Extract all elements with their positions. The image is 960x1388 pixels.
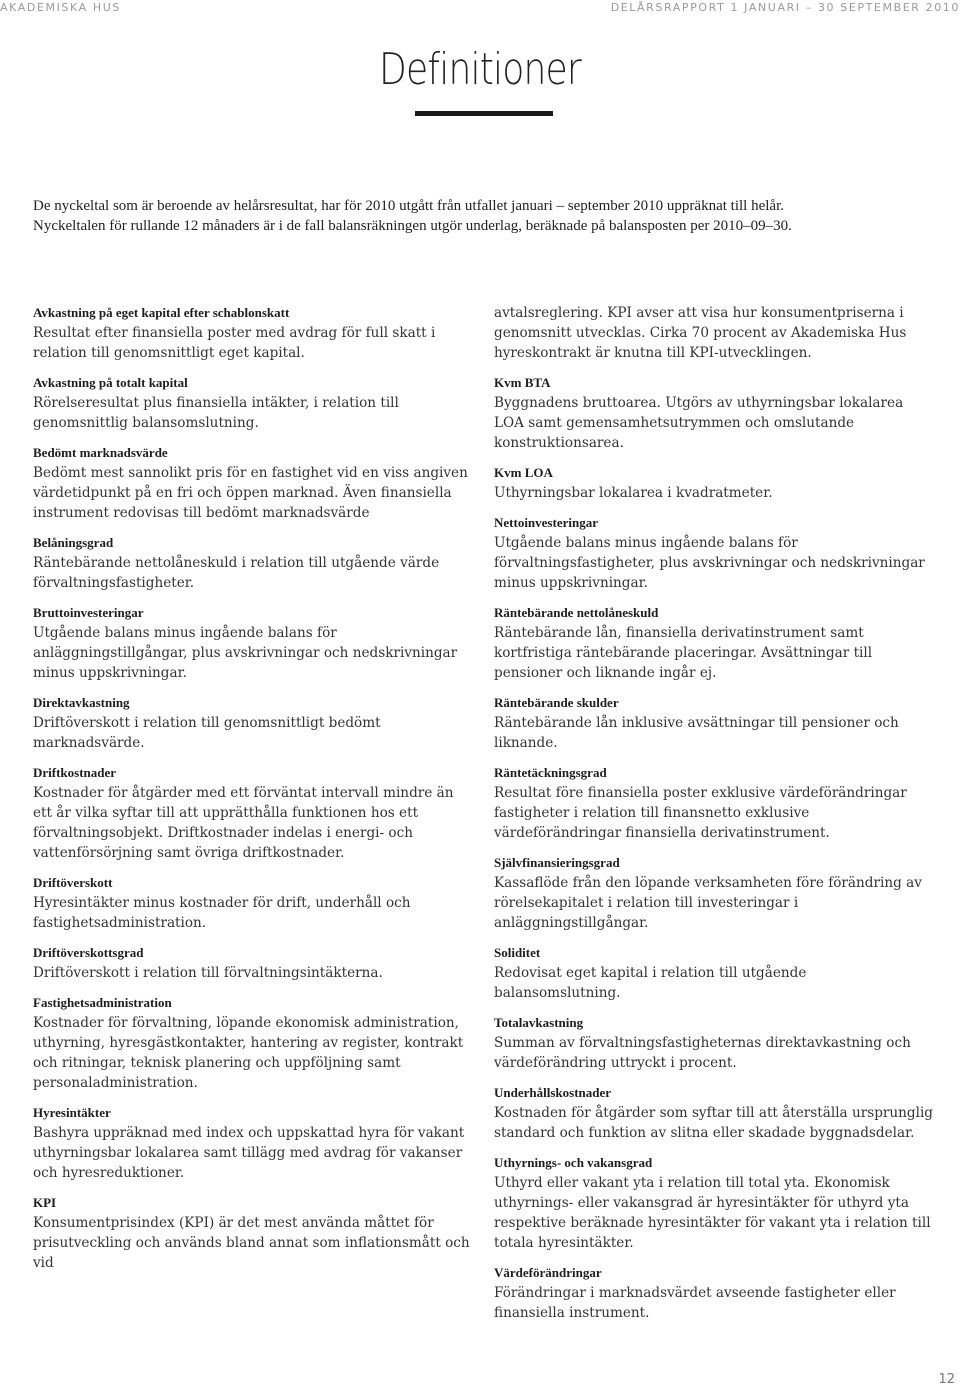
title-underline-rule bbox=[415, 111, 553, 116]
definition-term: Bruttoinvesteringar bbox=[33, 605, 144, 620]
running-header-left: AKADEMISKA HUS bbox=[0, 1, 121, 14]
kpi-definition-continuation: avtalsreglering. KPI avser att visa hur konsumentpriserna i genomsnitt utvecklas. Cirka 70 procent av Akademiska Hus hyreskontrakt är knutna till KPI-utvecklingen. bbox=[494, 305, 907, 361]
definition-entry bbox=[494, 943, 934, 1003]
definition-entry bbox=[494, 1153, 934, 1253]
definition-text: Rörelseresultat plus finansiella intäkter, i relation till genomsnittlig balansomslutning. bbox=[33, 395, 399, 431]
definition-term: Fastighetsadministration bbox=[33, 995, 172, 1010]
definition-text: Resultat före finansiella poster exklusive värdeförändringar fastigheter i relation till finansnetto exklusive värdeförändringar finansiella derivatinstrument. bbox=[494, 785, 907, 841]
definition-entry bbox=[494, 603, 934, 683]
definition-term: Nettoinvesteringar bbox=[494, 515, 598, 530]
definition-term: Räntebärande nettolåneskuld bbox=[494, 605, 659, 620]
definition-term: Direktavkastning bbox=[33, 695, 130, 710]
definition-text: Bedömt mest sannolikt pris för en fastighet vid en viss angiven värdetidpunkt på en fri och öppen marknad. Även finansiella instrument redovisas till bedömt marknadsvärde bbox=[33, 465, 468, 521]
definition-term: Avkastning på eget kapital efter schablonskatt bbox=[33, 305, 290, 320]
intro-line: Nyckeltalen för rullande 12 månaders är i de fall balansräkningen utgör underlag, beräknade på balansposten per 2010–09–30. bbox=[33, 218, 792, 234]
page-number: 12 bbox=[938, 1372, 955, 1387]
definition-term: Kvm LOA bbox=[494, 465, 553, 480]
definition-term: Driftkostnader bbox=[33, 765, 117, 780]
definition-term: KPI bbox=[33, 1195, 57, 1210]
definition-entry bbox=[33, 533, 473, 593]
definition-term: Räntebärande skulder bbox=[494, 695, 619, 710]
definition-entry bbox=[494, 1263, 934, 1323]
definition-term: Självfinansieringsgrad bbox=[494, 855, 620, 870]
definition-entry bbox=[494, 1013, 934, 1073]
definition-term: Räntetäckningsgrad bbox=[494, 765, 607, 780]
definition-term: Belåningsgrad bbox=[33, 535, 114, 550]
definition-text: Förändringar i marknadsvärdet avseende fastigheter eller finansiella instrument. bbox=[494, 1285, 896, 1321]
definition-entry bbox=[33, 373, 473, 433]
definition-text: Bashyra uppräknad med index och uppskattad hyra för vakant uthyrningsbar lokalarea samt tillägg med avdrag för vakanser och hyresreduktioner. bbox=[33, 1125, 465, 1181]
definition-text: Kostnader för åtgärder med ett förväntat intervall mindre än ett år vilka syftar till att upprätthålla funktionen hos ett förvaltningsobjekt. Driftkostnader indelas i energi- och vattenförsörjning samt övriga driftkostnader. bbox=[33, 785, 454, 861]
definition-text: Kassaflöde från den löpande verksamheten före förändring av rörelsekapitalet i relation till investeringar i anläggningstillgångar. bbox=[494, 875, 922, 931]
definition-entry bbox=[33, 873, 473, 933]
definition-text: Resultat efter finansiella poster med avdrag för full skatt i relation till genomsnittligt eget kapital. bbox=[33, 325, 436, 361]
definition-entry bbox=[494, 693, 934, 753]
definition-entry bbox=[494, 763, 934, 843]
definition-entry bbox=[33, 763, 473, 863]
definition-term: Bedömt marknadsvärde bbox=[33, 445, 168, 460]
definition-text: Uthyrningsbar lokalarea i kvadratmeter. bbox=[494, 485, 773, 501]
definition-entry bbox=[33, 1193, 473, 1273]
definition-text: Redovisat eget kapital i relation till utgående balansomslutning. bbox=[494, 965, 807, 1001]
definition-entry bbox=[494, 463, 934, 503]
page-title: Definitioner bbox=[379, 44, 581, 95]
definition-text: Hyresintäkter minus kostnader för drift, underhåll och fastighetsadministration. bbox=[33, 895, 411, 931]
definition-text: Kostnader för förvaltning, löpande ekonomisk administration, uthyrning, hyresgästkontakter, hantering av register, kontrakt och ritningar, teknisk planering och uppföljning samt personaladministration. bbox=[33, 1015, 464, 1091]
definition-entry bbox=[33, 603, 473, 683]
definition-text: Byggnadens bruttoarea. Utgörs av uthyrningsbar lokalarea LOA samt gemensamhetsutrymmen och omslutande konstruktionsarea. bbox=[494, 395, 904, 451]
definition-entry bbox=[494, 1083, 934, 1143]
definition-text: Konsumentprisindex (KPI) är det mest använda måttet för prisutveckling och används bland annat som inflationsmått och vid bbox=[33, 1215, 470, 1271]
definition-entry bbox=[33, 943, 473, 983]
definition-term: Hyresintäkter bbox=[33, 1105, 111, 1120]
definitions-right-column bbox=[494, 303, 934, 1333]
intro-paragraph bbox=[33, 196, 933, 236]
definition-term: Avkastning på totalt kapital bbox=[33, 375, 188, 390]
definition-text: Utgående balans minus ingående balans för förvaltningsfastigheter, plus avskrivningar och nedskrivningar minus uppskrivningar. bbox=[494, 535, 925, 591]
definition-term: Kvm BTA bbox=[494, 375, 551, 390]
definition-term: Uthyrnings- och vakansgrad bbox=[494, 1155, 653, 1170]
definition-term: Soliditet bbox=[494, 945, 541, 960]
definition-entry bbox=[33, 443, 473, 523]
definitions-left-column bbox=[33, 303, 473, 1283]
definition-text: Kostnaden för åtgärder som syftar till att återställa ursprunglig standard och funktion av slitna eller skadade byggnadsdelar. bbox=[494, 1105, 934, 1141]
definition-text: Driftöverskott i relation till förvaltningsintäkterna. bbox=[33, 965, 383, 981]
definition-term: Driftöverskott bbox=[33, 875, 113, 890]
intro-line: De nyckeltal som är beroende av helårsresultat, har för 2010 utgått från utfallet januari – september 2010 uppräknat till helår. bbox=[33, 198, 784, 214]
definition-text: Driftöverskott i relation till genomsnittligt bedömt marknadsvärde. bbox=[33, 715, 381, 751]
definition-term: Underhållskostnader bbox=[494, 1085, 612, 1100]
definition-entry bbox=[494, 373, 934, 453]
definition-text: Uthyrd eller vakant yta i relation till total yta. Ekonomisk uthyrnings- eller vakansgrad är hyresintäkter för uthyrd yta respektive beräknade hyresintäkter för vakant yta i relation till totala hyresintäkter. bbox=[494, 1175, 931, 1251]
definition-entry bbox=[33, 693, 473, 753]
definition-text: Räntebärande lån, finansiella derivatinstrument samt kortfristiga räntebärande placeringar. Avsättningar till pensioner och liknande ingår ej. bbox=[494, 625, 873, 681]
definition-text: Utgående balans minus ingående balans för anläggningstillgångar, plus avskrivningar och nedskrivningar minus uppskrivningar. bbox=[33, 625, 458, 681]
definition-term: Totalavkastning bbox=[494, 1015, 584, 1030]
definition-entry bbox=[494, 853, 934, 933]
definition-term: Värdeförändringar bbox=[494, 1265, 602, 1280]
definition-text: Räntebärande lån inklusive avsättningar till pensioner och liknande. bbox=[494, 715, 899, 751]
definition-term: Driftöverskottsgrad bbox=[33, 945, 144, 960]
definition-entry bbox=[494, 513, 934, 593]
definition-entry bbox=[33, 993, 473, 1093]
definition-entry bbox=[33, 303, 473, 363]
definition-entry bbox=[33, 1103, 473, 1183]
definition-text: Summan av förvaltningsfastigheternas direktavkastning och värdeförändring uttryckt i procent. bbox=[494, 1035, 911, 1071]
running-header-right: DELÅRSRAPPORT 1 JANUARI – 30 SEPTEMBER 2010 bbox=[610, 1, 960, 14]
definition-text: Räntebärande nettolåneskuld i relation till utgående värde förvaltningsfastigheter. bbox=[33, 555, 440, 591]
